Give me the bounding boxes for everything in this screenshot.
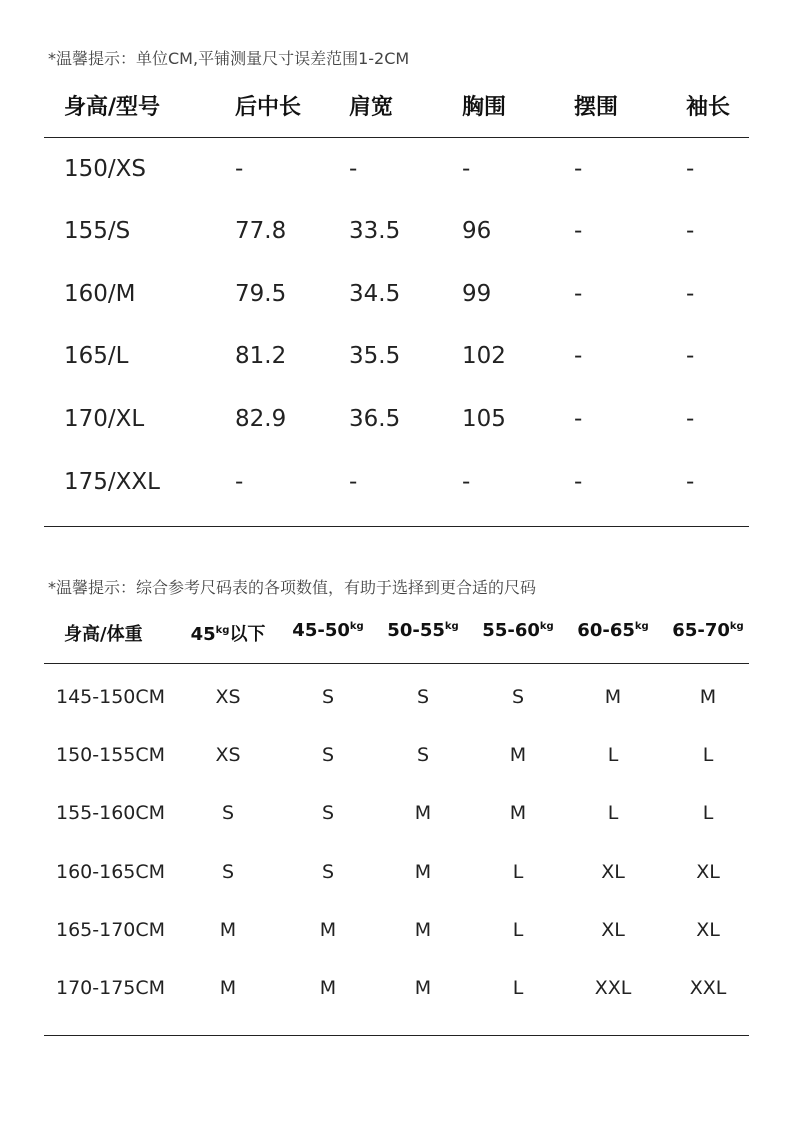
table-cell: - <box>462 156 471 182</box>
header-weight-60-65 <box>565 620 661 641</box>
table-cell: 165/L <box>64 343 129 369</box>
table-cell: - <box>686 469 695 495</box>
table-cell: 99 <box>462 281 492 307</box>
size-table-bottom-rule <box>44 526 749 527</box>
table-cell: 79.5 <box>235 281 287 307</box>
table-cell: M <box>414 977 432 999</box>
table-cell: - <box>235 156 244 182</box>
table-cell: S <box>321 861 335 883</box>
table-cell: M <box>604 686 622 708</box>
table-cell: 81.2 <box>235 343 287 369</box>
table-cell: 165-170CM <box>56 919 166 941</box>
table-cell: 36.5 <box>349 406 401 432</box>
table-cell: - <box>574 406 583 432</box>
table-cell: 150-155CM <box>56 744 166 766</box>
table-cell: - <box>574 156 583 182</box>
table-cell: - <box>686 343 695 369</box>
header-label: 45 <box>190 624 216 645</box>
table-cell: M <box>509 802 527 824</box>
recommend-table-top-rule <box>44 663 749 664</box>
table-cell: M <box>509 744 527 766</box>
table-cell: M <box>219 977 237 999</box>
table-cell: L <box>702 744 714 766</box>
table-cell: XXL <box>594 977 632 999</box>
header-weight-45-50 <box>280 620 376 641</box>
table-cell: S <box>511 686 525 708</box>
table-cell: 34.5 <box>349 281 401 307</box>
table-cell: M <box>319 977 337 999</box>
table-cell: S <box>416 744 430 766</box>
table-cell: 150/XS <box>64 156 147 182</box>
header-chest: 胸围 <box>462 95 507 120</box>
unit-label: kg <box>539 621 554 632</box>
table-cell: M <box>414 919 432 941</box>
header-label: 60-65 <box>577 620 635 641</box>
recommend-table-bottom-rule <box>44 1035 749 1036</box>
table-cell: XS <box>215 744 241 766</box>
table-cell: - <box>686 281 695 307</box>
header-weight-55-60 <box>470 620 566 641</box>
table-cell: 105 <box>462 406 506 432</box>
table-cell: - <box>462 469 471 495</box>
table-cell: S <box>221 802 235 824</box>
table-cell: L <box>607 802 619 824</box>
table-cell: - <box>686 406 695 432</box>
table-cell: 145-150CM <box>56 686 166 708</box>
table-cell: XXL <box>689 977 727 999</box>
table-cell: - <box>574 218 583 244</box>
table-cell: - <box>686 156 695 182</box>
header-hem: 摆围 <box>574 95 619 120</box>
header-height-size: 身高/型号 <box>64 95 161 120</box>
header-label: 55-60 <box>482 620 540 641</box>
table-cell: - <box>574 469 583 495</box>
table-cell: L <box>512 861 524 883</box>
unit-label: kg <box>634 621 649 632</box>
table-cell: 155/S <box>64 218 131 244</box>
table-cell: XL <box>696 919 720 941</box>
table-cell: - <box>235 469 244 495</box>
table-cell: - <box>574 343 583 369</box>
table-cell: 35.5 <box>349 343 401 369</box>
table-cell: XL <box>696 861 720 883</box>
table-cell: 102 <box>462 343 506 369</box>
table-cell: - <box>686 218 695 244</box>
table-cell: 96 <box>462 218 492 244</box>
header-label: 50-55 <box>387 620 445 641</box>
unit-label: kg <box>444 621 459 632</box>
table-cell: XL <box>601 919 625 941</box>
unit-label: kg <box>349 621 364 632</box>
header-label: 45-50 <box>292 620 350 641</box>
table-cell: 160/M <box>64 281 136 307</box>
table-cell: L <box>702 802 714 824</box>
table-cell: 175/XXL <box>64 469 160 495</box>
table-cell: - <box>349 469 358 495</box>
table-cell: S <box>321 802 335 824</box>
table-cell: L <box>512 919 524 941</box>
size-table-top-rule <box>44 137 749 138</box>
table-cell: 160-165CM <box>56 861 166 883</box>
table-cell: 82.9 <box>235 406 287 432</box>
table-cell: M <box>414 802 432 824</box>
table-cell: - <box>349 156 358 182</box>
table-cell: M <box>319 919 337 941</box>
unit-label: kg <box>729 621 744 632</box>
unit-label: kg <box>215 625 230 636</box>
recommendation-note: *温馨提示：综合参考尺码表的各项数值，有助于选择到更合适的尺码 <box>48 578 537 597</box>
header-weight-45-below <box>180 620 276 646</box>
measurement-note: *温馨提示：单位CM,平铺测量尺寸误差范围1-2CM <box>48 49 410 68</box>
table-cell: 33.5 <box>349 218 401 244</box>
header-label: 身高/体重 <box>64 624 143 645</box>
table-cell: XL <box>601 861 625 883</box>
table-cell: M <box>414 861 432 883</box>
table-cell: L <box>512 977 524 999</box>
table-cell: - <box>574 281 583 307</box>
header-back-length: 后中长 <box>235 95 302 120</box>
table-cell: S <box>321 744 335 766</box>
table-cell: XS <box>215 686 241 708</box>
header-suffix: 以下 <box>229 624 266 645</box>
header-label: 65-70 <box>672 620 730 641</box>
table-cell: S <box>416 686 430 708</box>
table-cell: 170-175CM <box>56 977 166 999</box>
table-cell: L <box>607 744 619 766</box>
header-weight-50-55 <box>375 620 471 641</box>
header-weight-65-70 <box>660 620 756 641</box>
header-shoulder-width: 肩宽 <box>349 95 394 120</box>
table-cell: M <box>699 686 717 708</box>
table-cell: S <box>321 686 335 708</box>
table-cell: 155-160CM <box>56 802 166 824</box>
table-cell: S <box>221 861 235 883</box>
header-height-weight <box>64 620 164 646</box>
header-sleeve-length: 袖长 <box>686 95 731 120</box>
table-cell: 170/XL <box>64 406 145 432</box>
table-cell: M <box>219 919 237 941</box>
table-cell: 77.8 <box>235 218 287 244</box>
